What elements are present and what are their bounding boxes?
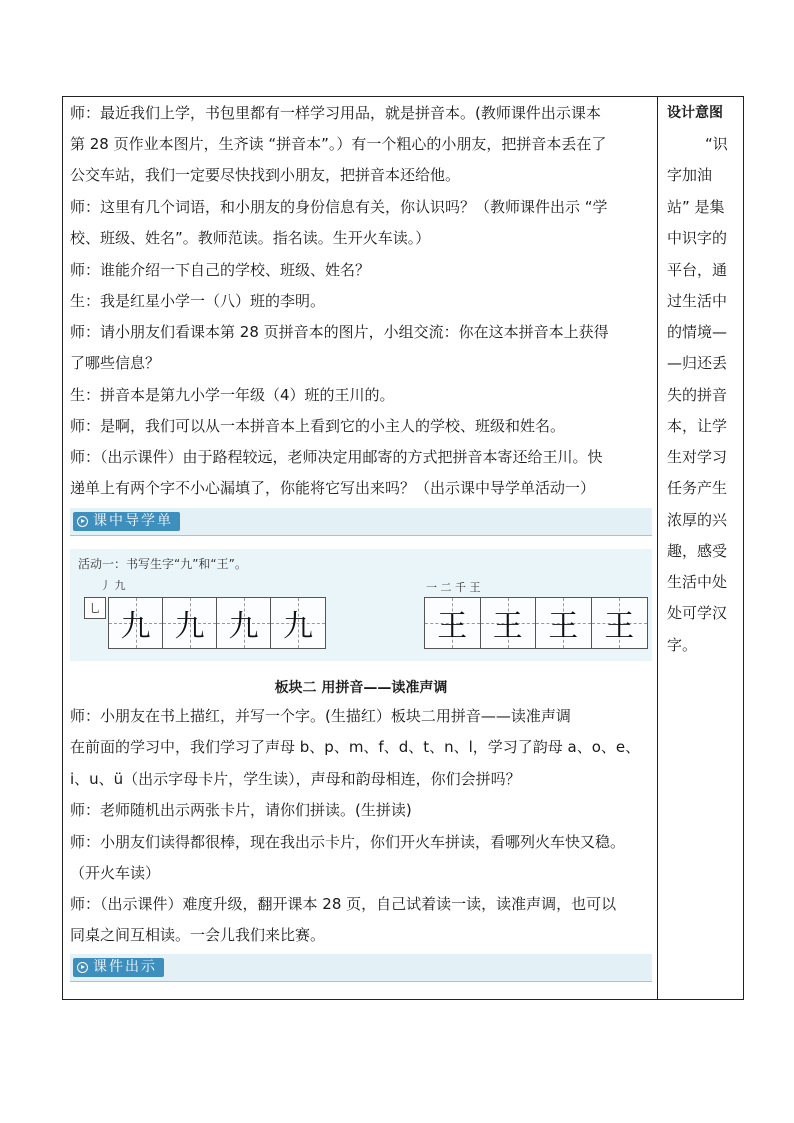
design-intent-line: —归还丢 [667, 354, 728, 372]
paragraph-line: 了哪些信息？ [70, 354, 161, 372]
paragraph-line: 师：最近我们上学，书包里都有一样学习用品，就是拼音本。(教师课件出示课本 [70, 104, 601, 122]
design-intent-line: 生活中处 [667, 573, 728, 591]
writing-grid-jiu [108, 597, 326, 649]
paragraph-line: 同桌之间互相读。一会儿我们来比赛。 [70, 926, 326, 944]
writing-grid-wang [424, 597, 648, 649]
grid-cell [536, 598, 592, 648]
grid-cell [109, 598, 163, 648]
paragraph-line: 师：这里有几个词语，和小朋友的身份信息有关，你认识吗？（教师课件出示 “学 [70, 198, 608, 216]
paragraph-line: 校、班级、姓名”。教师范读。指名读。生开火车读。） [70, 229, 431, 247]
paragraph-line: 师：小朋友在书上描红，并写一个字。(生描红）板块二用拼音——读准声调 [70, 707, 571, 725]
play-icon [77, 962, 88, 973]
character: 九 [228, 609, 259, 644]
banner-text: 课件出示 [93, 959, 157, 975]
stroke-order-wang: 一 二 千 王 [426, 581, 481, 594]
design-intent-line: 浓厚的兴 [667, 511, 728, 529]
design-intent-line: 任务产生 [667, 479, 728, 497]
activity-title: 活动一：书写生字“九”和“王”。 [78, 557, 247, 571]
character: 九 [283, 609, 313, 644]
section-banner-courseware [70, 954, 652, 982]
paragraph-line: 师：老师随机出示两张卡片，请你们拼读。(生拼读) [70, 801, 412, 819]
grid-cell [163, 598, 217, 648]
design-intent-line: 失的拼音 [667, 386, 728, 404]
paragraph-line: 师：是啊，我们可以从一本拼音本上看到它的小主人的学校、班级和姓名。 [70, 417, 566, 435]
character: 王 [437, 609, 468, 644]
stroke-order-jiu: 丿 九 [100, 579, 126, 592]
paragraph-line: 生：我是红星小学一（八）班的李明。 [70, 292, 326, 310]
design-intent-line: 字。 [667, 636, 698, 654]
stroke-hint-box: 乚 [84, 597, 106, 619]
banner-label [73, 512, 180, 531]
paragraph-line: 生：拼音本是第九小学一年级（4）班的王川的。 [70, 386, 395, 404]
grid-cell [217, 598, 271, 648]
character: 九 [120, 609, 151, 644]
banner-text: 课中导学单 [93, 513, 173, 529]
paragraph-line: 在前面的学习中，我们学习了声母 b、p、m、f、d、t、n、l，学习了韵母 a、o、e、 [70, 738, 641, 756]
paragraph-line: 师：请小朋友们看课本第 28 页拼音本的图片，小组交流：你在这本拼音本上获得 [70, 323, 609, 341]
character: 王 [548, 609, 579, 644]
grid-cell [481, 598, 537, 648]
play-icon [77, 516, 88, 527]
character: 九 [174, 609, 205, 644]
design-intent-line: 过生活中 [667, 292, 728, 310]
design-intent-line: 生对学习 [667, 448, 728, 466]
lesson-table [62, 96, 744, 1000]
activity-worksheet [70, 549, 652, 661]
paragraph-line: 师：谁能介绍一下自己的学校、班级、姓名？ [70, 261, 371, 279]
section-title: 板块二 用拼音——读准声调 [274, 680, 448, 696]
design-intent-line: 字加油 [667, 166, 713, 184]
character: 王 [492, 609, 523, 644]
design-intent-line: 处可学汉 [667, 604, 728, 622]
grid-cell [271, 598, 325, 648]
paragraph-line: （开火车读） [70, 864, 161, 882]
paragraph-line: i、u、ü（出示字母卡片，学生读），声母和韵母相连，你们会拼吗？ [70, 770, 521, 788]
grid-cell [425, 598, 481, 648]
paragraph-line: 公交车站，我们一定要尽快找到小朋友，把拼音本还给他。 [70, 166, 461, 184]
paragraph-line: 第 28 页作业本图片，生齐读 “拼音本”。）有一个粗心的小朋友，把拼音本丢在了 [70, 135, 607, 153]
design-intent-line: 趣，感受 [667, 542, 728, 560]
design-intent-line: 站” 是集 [667, 198, 725, 216]
design-intent-line: “识 [705, 135, 728, 153]
grid-cell [592, 598, 648, 648]
design-intent-line: 的情境— [667, 323, 728, 341]
paragraph-line: 师：（出示课件）由于路程较远，老师决定用邮寄的方式把拼音本寄还给王川。快 [70, 448, 603, 466]
design-intent-line: 本，让学 [667, 417, 728, 435]
design-intent-heading: 设计意图 [667, 105, 723, 121]
column-divider [657, 97, 658, 999]
character: 王 [604, 609, 635, 644]
paragraph-line: 师：小朋友们读得都很棒，现在我出示卡片，你们开火车拼读，看哪列火车快又稳。 [70, 833, 626, 851]
design-intent-line: 中识字的 [667, 229, 728, 247]
design-intent-line: 平台，通 [667, 261, 728, 279]
section-banner-guide [70, 508, 652, 536]
banner-label [73, 958, 164, 977]
paragraph-line: 师：（出示课件）难度升级，翻开课本 28 页，自己试着读一读，读准声调，也可以 [70, 895, 617, 913]
paragraph-line: 递单上有两个字不小心漏填了，你能将它写出来吗？（出示课中导学单活动一） [70, 479, 596, 497]
